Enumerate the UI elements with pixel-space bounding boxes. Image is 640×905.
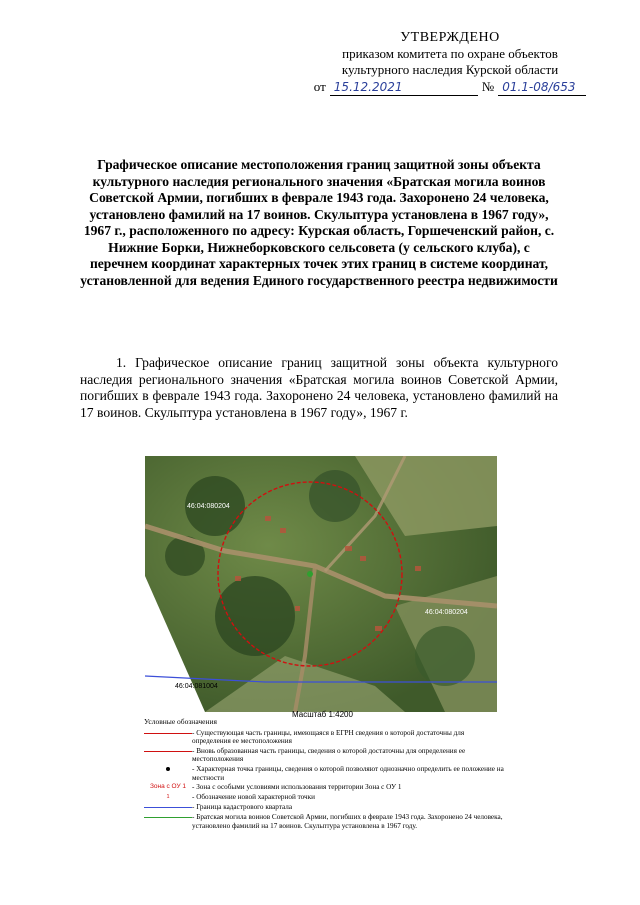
legend-item-5: - Обозначение новой характерной точки [192,793,316,802]
legend-row-monument [144,813,504,830]
new-point-symbol: 1 [166,794,170,801]
zone-symbol: Зона с ОУ 1 [149,783,187,791]
boundary-point-icon [166,767,170,771]
legend-row-boundary-point [144,765,504,782]
monument-line [144,817,192,818]
from-label: от [313,79,326,94]
approval-title: УТВЕРЖДЕНО [400,30,500,45]
map-label-2: 46:04:080204 [425,609,468,616]
map-label-1: 46:04:080204 [187,503,230,510]
approval-block [300,30,600,96]
legend-item-1: - Существующая часть границы, имеющаяся в ЕГРН сведения о которой достаточны для определения ее местоположения [192,728,465,746]
approval-date-row [300,79,600,96]
legend-item-3: - Характерная точка границы, сведения о которой позволяют однозначно определить ее положение на местности [192,764,504,782]
document-heading: Графическое описание местоположения границ защитной зоны объекта культурного наследия регионального значения «Братская могила воинов Советской Армии, погибших в феврале 1943 года. Захоронено 24 человека, установлено фамилий на 17 воинов. Скульптура установлена в 1967 году», 1967 г., расположенного по адресу: Курская область, Горшеченский район, с. Нижние Борки, Нижнеборковского сельсовета (у сельского клуба), с перечнем координат характерных точек этих границ в системе координат, установленной для ведения Единого государственного реестра недвижимости [80,157,558,288]
approval-date: 15.12.2021 [330,79,478,96]
existing-boundary-line [144,733,192,734]
legend-row-new-boundary [144,747,504,764]
map-label-3: 46:04:081004 [175,683,218,690]
legend-row-zone [144,783,504,792]
legend-item-4: - Зона с особыми условиями использования территории Зона с ОУ 1 [192,783,402,792]
number-label: № [481,79,495,94]
legend-item-7: - Братская могила воинов Советской Армии, погибших в феврале 1943 года. Захоронено 24 человека, установлено фамилий на 17 воинов. Скульптура установлена в 1967 году. [192,813,503,830]
new-boundary-line [144,751,192,752]
map-graphic [145,456,497,712]
legend-title: Условные обозначения [144,717,217,726]
aerial-map [145,456,497,712]
section-1-paragraph: 1. Графическое описание границ защитной зоны объекта культурного наследия регионального значения «Братская могила воинов Советской Армии, погибших в феврале 1943 года. Захоронено 24 человека, установлено фамилий на 17 воинов. Скульптура установлена в 1967 году», 1967 г. [80,355,558,420]
approval-number: 01.1-08/653 [498,79,586,96]
legend-row-quarter [144,803,504,812]
approval-line-1: приказом комитета по охране объектов [342,46,558,61]
map-scale: Масштаб 1:4200 [292,710,353,719]
legend-row-existing-boundary [144,729,504,746]
legend-item-2: - Вновь образованная часть границы, сведения о которой достаточны для определения ее местоположения [192,746,466,764]
legend-row-new-point [144,793,504,802]
quarter-boundary-line [144,807,192,808]
approval-line-2: культурного наследия Курской области [341,62,559,77]
legend-item-6: - Граница кадастрового квартала [192,803,293,812]
map-legend [144,718,504,831]
